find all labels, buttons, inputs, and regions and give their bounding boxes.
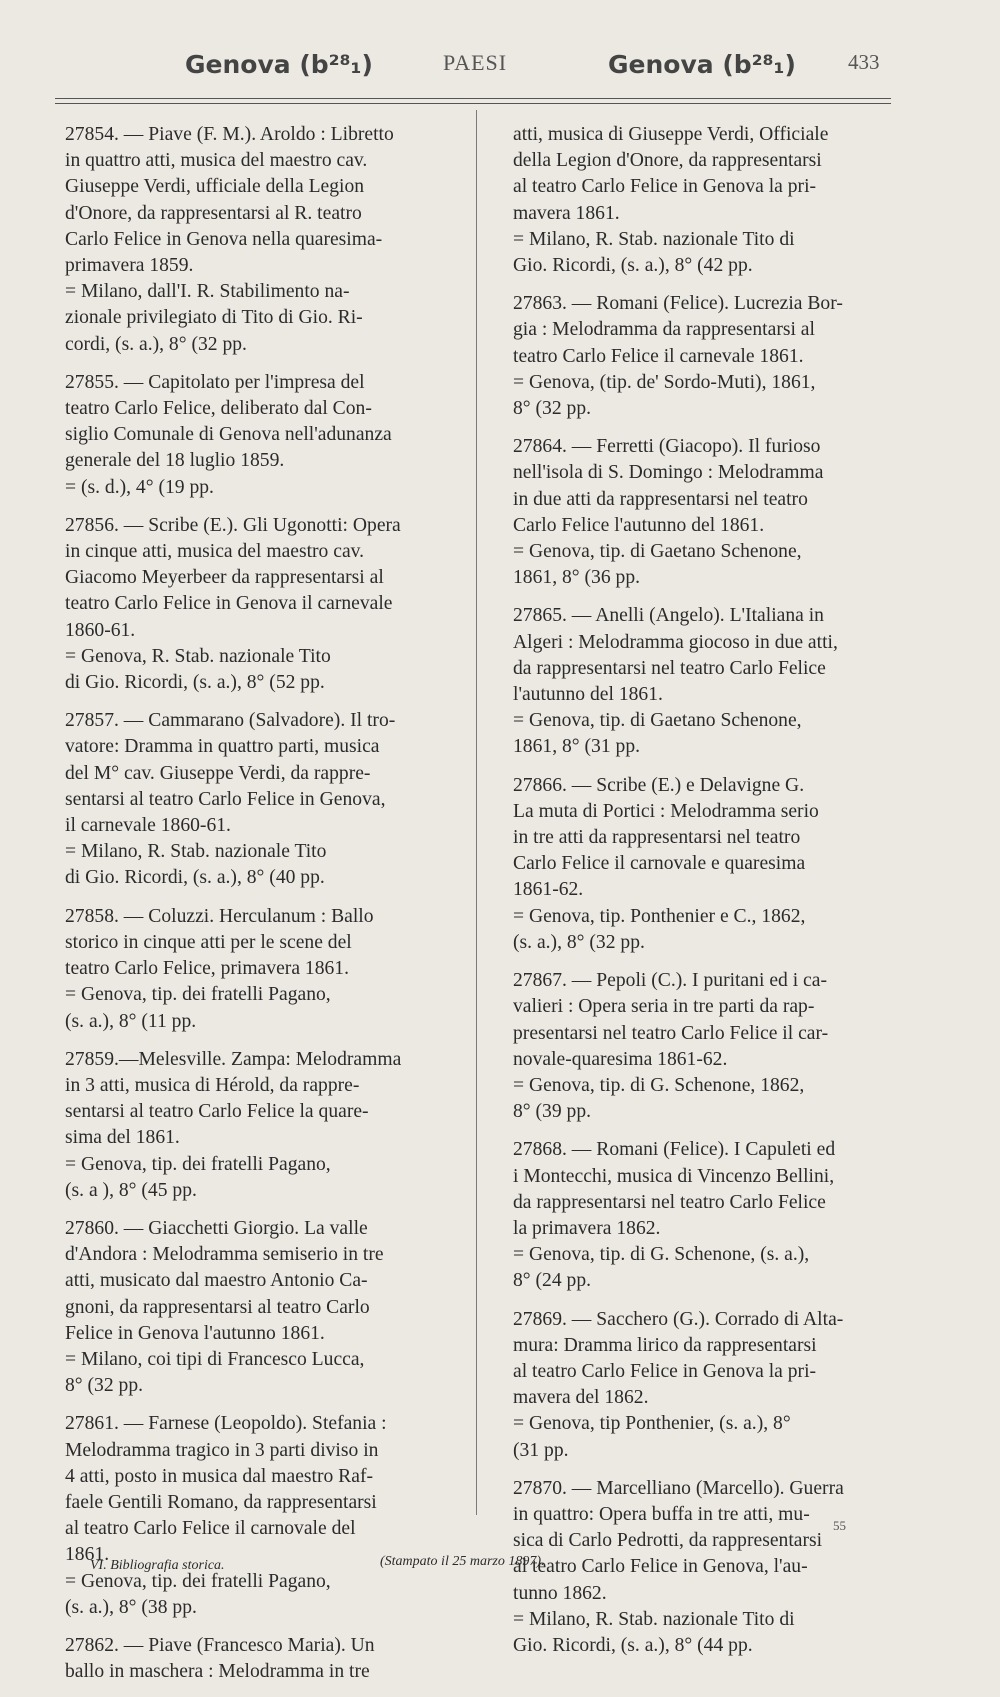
entry-line: La muta di Portici : Melodramma serio [513, 800, 819, 822]
bibliography-entry [65, 708, 470, 891]
entry-line: da rappresentarsi nel teatro Carlo Felice [513, 657, 826, 679]
entry-line: d'Onore, da rappresentarsi al R. teatro [65, 202, 362, 224]
entry-line: 27864. — Ferretti (Giacopo). Il furioso [513, 436, 821, 458]
entry-line: (s. a.), 8° (32 pp. [513, 931, 645, 953]
footer-print-date: (Stampato il 25 marzo 1897). [380, 1554, 545, 1569]
entry-line: d'Andora : Melodramma semiserio in tre [65, 1244, 384, 1266]
entry-line: sentarsi al teatro Carlo Felice la quare- [65, 1101, 369, 1123]
entry-line: 27857. — Cammarano (Salvadore). Il tro- [65, 710, 396, 732]
entry-line: al teatro Carlo Felice in Genova, l'au- [513, 1556, 808, 1578]
entry-line: 27862. — Piave (Francesco Maria). Un [65, 1634, 375, 1656]
bibliography-entry [513, 773, 891, 956]
entry-line: 27870. — Marcelliano (Marcello). Guerra [513, 1477, 844, 1499]
entry-line: 1861. [65, 1544, 110, 1566]
entry-line: teatro Carlo Felice, deliberato dal Con- [65, 398, 372, 420]
entry-line: mavera del 1862. [513, 1387, 649, 1409]
entry-line: al teatro Carlo Felice in Genova la pri- [513, 176, 817, 198]
entry-line: = Genova, tip. dei fratelli Pagano, [65, 1153, 331, 1175]
bibliography-entry [65, 513, 470, 696]
entry-line: Carlo Felice il carnovale e quaresima [513, 853, 806, 875]
entry-line: = Milano, R. Stab. nazionale Tito di [513, 1608, 795, 1630]
entry-line: 27858. — Coluzzi. Herculanum : Ballo [65, 905, 374, 927]
header-rule-thin [55, 103, 891, 104]
bibliography-entry [65, 1633, 470, 1685]
entry-line: 27866. — Scribe (E.) e Delavigne G. [513, 774, 805, 796]
entry-line: 1861-62. [513, 879, 584, 901]
entry-line: Gio. Ricordi, (s. a.), 8° (44 pp. [513, 1634, 753, 1656]
entry-line: Giacomo Meyerbeer da rappresentarsi al [65, 567, 384, 589]
entry-line: mavera 1861. [513, 202, 620, 224]
entry-line: primavera 1859. [65, 255, 194, 277]
entry-line: cordi, (s. a.), 8° (32 pp. [65, 333, 247, 355]
entry-line: al teatro Carlo Felice in Genova la pri- [513, 1360, 817, 1382]
entry-line: Melodramma tragico in 3 parti diviso in [65, 1439, 379, 1461]
entry-line: teatro Carlo Felice, primavera 1861. [65, 958, 350, 980]
entry-line: i Montecchi, musica di Vincenzo Bellini, [513, 1165, 835, 1187]
entry-line: zionale privilegiato di Tito di Gio. Ri- [65, 307, 363, 329]
entry-line: in 3 atti, musica di Hérold, da rappre- [65, 1074, 360, 1096]
bibliography-entry [513, 603, 891, 760]
entry-line: (s. a.), 8° (38 pp. [65, 1596, 197, 1618]
entry-line: mura: Dramma lirico da rappresentarsi [513, 1334, 817, 1356]
entry-line: = Genova, tip. Ponthenier e C., 1862, [513, 905, 806, 927]
entry-line: al teatro Carlo Felice il carnovale del [65, 1518, 356, 1540]
entry-line: in due atti da rappresentarsi nel teatro [513, 488, 808, 510]
entry-line: Felice in Genova l'autunno 1861. [65, 1322, 325, 1344]
entry-line: 27856. — Scribe (E.). Gli Ugonotti: Opera [65, 514, 401, 536]
entry-line: = Genova, (tip. de' Sordo-Muti), 1861, [513, 371, 816, 393]
entry-line: sentarsi al teatro Carlo Felice in Genova, [65, 788, 386, 810]
entry-line: il carnevale 1860-61. [65, 815, 231, 837]
right-column [513, 122, 891, 1671]
entry-line: ballo in maschera : Melodramma in tre [65, 1661, 370, 1683]
entry-line: della Legion d'Onore, da rappresentarsi [513, 150, 822, 172]
bibliography-entry [513, 434, 891, 591]
entry-line: Carlo Felice l'autunno del 1861. [513, 514, 765, 536]
entry-line: novale-quaresima 1861-62. [513, 1048, 728, 1070]
entry-line: 27868. — Romani (Felice). I Capuleti ed [513, 1139, 836, 1161]
entry-line: siglio Comunale di Genova nell'adunanza [65, 424, 392, 446]
entry-line: 27860. — Giacchetti Giorgio. La valle [65, 1217, 368, 1239]
entry-line: valieri : Opera seria in tre parti da rap- [513, 996, 815, 1018]
bibliography-entry [65, 370, 470, 501]
entry-line: 27855. — Capitolato per l'impresa del [65, 371, 365, 393]
bibliography-entry [65, 1216, 470, 1399]
bibliography-entry [513, 968, 891, 1125]
entry-line: da rappresentarsi nel teatro Carlo Felice [513, 1191, 826, 1213]
entry-line: 4 atti, posto in musica dal maestro Raf- [65, 1465, 373, 1487]
entry-line: 1861, 8° (36 pp. [513, 567, 641, 589]
entry-line: = Milano, dall'I. R. Stabilimento na- [65, 281, 350, 303]
entry-line: di Gio. Ricordi, (s. a.), 8° (40 pp. [65, 867, 325, 889]
entry-line: atti, musica di Giuseppe Verdi, Officiale [513, 124, 829, 145]
entry-line: 1861, 8° (31 pp. [513, 736, 641, 758]
bibliography-entry [513, 1307, 891, 1464]
entry-line: Gio. Ricordi, (s. a.), 8° (42 pp. [513, 255, 753, 277]
entry-line: = Genova, tip. dei fratelli Pagano, [65, 984, 331, 1006]
entry-line: in quattro: Opera buffa in tre atti, mu- [513, 1503, 810, 1525]
entry-line: storico in cinque atti per le scene del [65, 931, 352, 953]
entry-line: = Milano, R. Stab. nazionale Tito di [513, 228, 795, 250]
bibliography-entry [65, 904, 470, 1035]
entry-line: atti, musicato dal maestro Antonio Ca- [65, 1270, 368, 1292]
entry-line: = Genova, tip Ponthenier, (s. a.), 8° [513, 1413, 791, 1435]
entry-line: nell'isola di S. Domingo : Melodramma [513, 462, 824, 484]
entry-line: = Genova, tip. dei fratelli Pagano, [65, 1570, 331, 1592]
entry-line: 27854. — Piave (F. M.). Aroldo : Libretto [65, 124, 394, 145]
bibliography-entry [513, 1137, 891, 1294]
entry-line: Algeri : Melodramma giocoso in due atti, [513, 631, 838, 653]
bibliography-entry [65, 1411, 470, 1621]
entry-line: presentarsi nel teatro Carlo Felice il car- [513, 1022, 829, 1044]
entry-line: teatro Carlo Felice in Genova il carnevale [65, 593, 393, 615]
entry-line: la primavera 1862. [513, 1217, 661, 1239]
entry-line: = Genova, tip. di G. Schenone, (s. a.), [513, 1244, 810, 1266]
entry-line: 27865. — Anelli (Angelo). L'Italiana in [513, 605, 824, 627]
entry-line: in cinque atti, musica del maestro cav. [65, 541, 365, 563]
entry-line: = Genova, tip. di Gaetano Schenone, [513, 710, 802, 732]
signature-mark: 55 [833, 1518, 846, 1533]
bibliography-entry [65, 1047, 470, 1204]
running-header [0, 40, 1000, 90]
entry-line: 8° (39 pp. [513, 1101, 592, 1123]
entry-line: 8° (32 pp. [513, 398, 592, 420]
bibliography-entry [513, 291, 891, 422]
page-number: 433 [848, 50, 880, 74]
entry-line: vatore: Dramma in quattro parti, musica [65, 736, 380, 758]
entry-line: = Genova, tip. di Gaetano Schenone, [513, 541, 802, 563]
entry-line: teatro Carlo Felice il carnevale 1861. [513, 345, 804, 367]
header-rule-thick [55, 98, 891, 99]
bibliography-entry [513, 122, 891, 279]
entry-line: sica di Carlo Pedrotti, da rappresentarsi [513, 1530, 823, 1552]
entry-line: = Genova, R. Stab. nazionale Tito [65, 645, 331, 667]
entry-line: Giuseppe Verdi, ufficiale della Legion [65, 176, 365, 198]
entry-line: = (s. d.), 4° (19 pp. [65, 476, 214, 498]
entry-line: sima del 1861. [65, 1127, 180, 1149]
entry-line: 27867. — Pepoli (C.). I puritani ed i ca- [513, 970, 827, 992]
entry-line: in tre atti da rappresentarsi nel teatro [513, 827, 801, 849]
entry-line: generale del 18 luglio 1859. [65, 450, 285, 472]
bibliography-entry [65, 122, 470, 358]
entry-line: = Genova, tip. di G. Schenone, 1862, [513, 1074, 805, 1096]
entry-line: (s. a.), 8° (11 pp. [65, 1010, 197, 1032]
entry-line: l'autunno del 1861. [513, 684, 663, 706]
entry-line: 27863. — Romani (Felice). Lucrezia Bor- [513, 293, 843, 315]
entry-line: = Milano, coi tipi di Francesco Lucca, [65, 1348, 365, 1370]
left-column [65, 122, 470, 1697]
column-divider [476, 110, 477, 1515]
entry-line: 27869. — Sacchero (G.). Corrado di Alta- [513, 1308, 844, 1330]
entry-line: di Gio. Ricordi, (s. a.), 8° (52 pp. [65, 672, 325, 694]
entry-line: (31 pp. [513, 1439, 569, 1461]
entry-line: Carlo Felice in Genova nella quaresima- [65, 228, 383, 250]
header-section-title: PAESI [443, 50, 508, 75]
entry-line: in quattro atti, musica del maestro cav. [65, 150, 368, 172]
entry-line: (s. a ), 8° (45 pp. [65, 1179, 197, 1201]
header-left-title: Genova (b²⁸₁) [185, 50, 373, 79]
entry-line: 8° (24 pp. [513, 1270, 592, 1292]
entry-line: 27861. — Farnese (Leopoldo). Stefania : [65, 1413, 387, 1435]
entry-line: tunno 1862. [513, 1582, 607, 1604]
entry-line: gia : Melodramma da rappresentarsi al [513, 319, 815, 341]
header-right-title: Genova (b²⁸₁) [608, 50, 796, 79]
entry-line: 27859.—Melesville. Zampa: Melodramma [65, 1048, 402, 1070]
entry-line: = Milano, R. Stab. nazionale Tito [65, 841, 327, 863]
entry-line: del M° cav. Giuseppe Verdi, da rappre- [65, 762, 371, 784]
entry-line: 8° (32 pp. [65, 1375, 144, 1397]
entry-line: gnoni, da rappresentarsi al teatro Carlo [65, 1296, 370, 1318]
entry-line: faele Gentili Romano, da rappresentarsi [65, 1491, 377, 1513]
entry-line: 1860-61. [65, 619, 136, 641]
footer-section-label: VI. Bibliografia storica. [90, 1558, 225, 1573]
